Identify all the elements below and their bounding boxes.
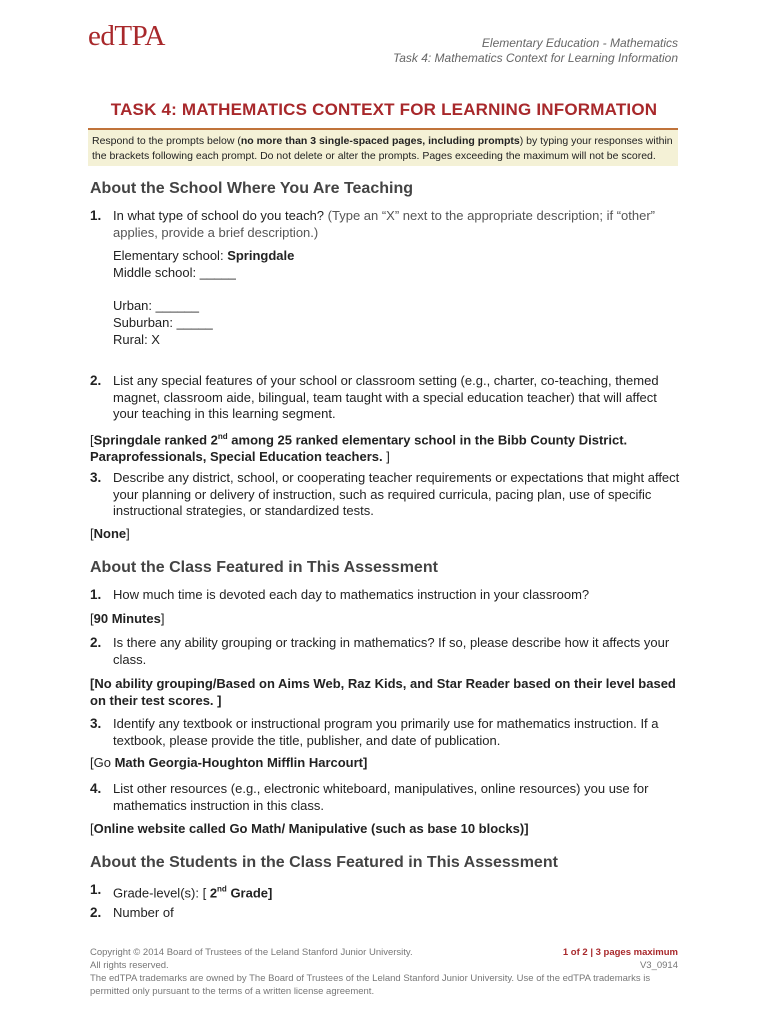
question-text: Is there any ability grouping or tracking in mathematics? If so, please describe how it affects your class. bbox=[113, 635, 670, 667]
question-number: 3. bbox=[90, 716, 102, 731]
question-text: In what type of school do you teach? (Type an “X” next to the appropriate description; if “other” applies, provide a brief description.) bbox=[113, 208, 655, 240]
header-task-ref: Task 4: Mathematics Context for Learning Information bbox=[392, 51, 678, 65]
version-label: V3_0914 bbox=[639, 960, 678, 971]
urban-line: Urban: ______ bbox=[113, 298, 200, 313]
section-heading-school: About the School Where You Are Teaching bbox=[90, 180, 413, 197]
footer-page-info bbox=[563, 946, 678, 972]
question-number: 2. bbox=[90, 373, 102, 388]
answer-text: [Go Math Georgia-Houghton Mifflin Harcourt] bbox=[90, 755, 368, 770]
page-indicator: 1 of 2 | 3 pages maximum bbox=[562, 947, 678, 958]
question-number: 1. bbox=[90, 882, 102, 897]
edtpa-logo: edTPA bbox=[88, 20, 165, 52]
question-text: Describe any district, school, or cooperating teacher requirements or expectations that might affect your planning or delivery of instruction, such as required curricula, pacing plan, use of specific instructional strategies, or standardized tests. bbox=[113, 470, 680, 518]
answer-text: [Springdale ranked 2nd among 25 ranked elementary school in the Bibb County District. Paraprofessionals, Special Education teachers. ] bbox=[90, 432, 628, 464]
question-number: 2. bbox=[90, 905, 102, 920]
question-text: Number of bbox=[113, 905, 174, 920]
answer-text: [None] bbox=[90, 526, 130, 541]
question-text: List any special features of your school or classroom setting (e.g., charter, co-teaching, themed magnet, classroom aide, bilingual, team taught with a special education teacher) that will affect your teaching in this learning segment. bbox=[113, 373, 659, 421]
middle-school-line: Middle school: _____ bbox=[113, 265, 236, 280]
question-number: 2. bbox=[90, 635, 102, 650]
section-heading-class: About the Class Featured in This Assessment bbox=[90, 559, 438, 576]
question-number: 3. bbox=[90, 470, 102, 485]
header-subject: Elementary Education - Mathematics bbox=[481, 36, 678, 50]
question-text: How much time is devoted each day to mathematics instruction in your classroom? bbox=[113, 587, 590, 602]
question-text: Grade-level(s): [ 2nd Grade] bbox=[113, 885, 273, 901]
section-heading-students: About the Students in the Class Featured in This Assessment bbox=[90, 854, 558, 871]
rural-line: Rural: X bbox=[113, 332, 160, 347]
answer-text: [90 Minutes] bbox=[90, 611, 165, 626]
question-number: 1. bbox=[90, 587, 102, 602]
answer-text: [No ability grouping/Based on Aims Web, Raz Kids, and Star Reader based on their level based on their test scores. ] bbox=[90, 676, 676, 708]
question-number: 4. bbox=[90, 781, 102, 796]
footer-copyright: Copyright © 2014 Board of Trustees of the Leland Stanford Junior University. bbox=[90, 947, 413, 958]
instructions-text: Respond to the prompts below (no more than 3 single-spaced pages, including prompts) by typing your responses within the brackets following each prompt. Do not delete or alter the prompts. Pages exceeding the maximum will not be scored. bbox=[92, 135, 673, 162]
suburban-line: Suburban: _____ bbox=[113, 315, 213, 330]
footer-trademark: The edTPA trademarks are owned by The Board of Trustees of the Leland Stanford Junior University. Use of the edTPA trademarks is permitted only pursuant to the terms of a written license agreement. bbox=[90, 973, 651, 997]
question-text: Identify any textbook or instructional program you primarily use for mathematics instruction. If a textbook, please provide the title, publisher, and date of publication. bbox=[113, 716, 659, 748]
page-title: TASK 4: MATHEMATICS CONTEXT FOR LEARNING INFORMATION bbox=[110, 100, 658, 119]
question-number: 1. bbox=[90, 208, 102, 223]
question-text: List other resources (e.g., electronic whiteboard, manipulatives, online resources) you use for mathematics instruction in this class. bbox=[113, 781, 649, 813]
elementary-school-line: Elementary school: Springdale bbox=[113, 248, 295, 263]
footer-rights: All rights reserved. bbox=[90, 960, 169, 971]
answer-text: [Online website called Go Math/ Manipulative (such as base 10 blocks)] bbox=[90, 821, 529, 836]
